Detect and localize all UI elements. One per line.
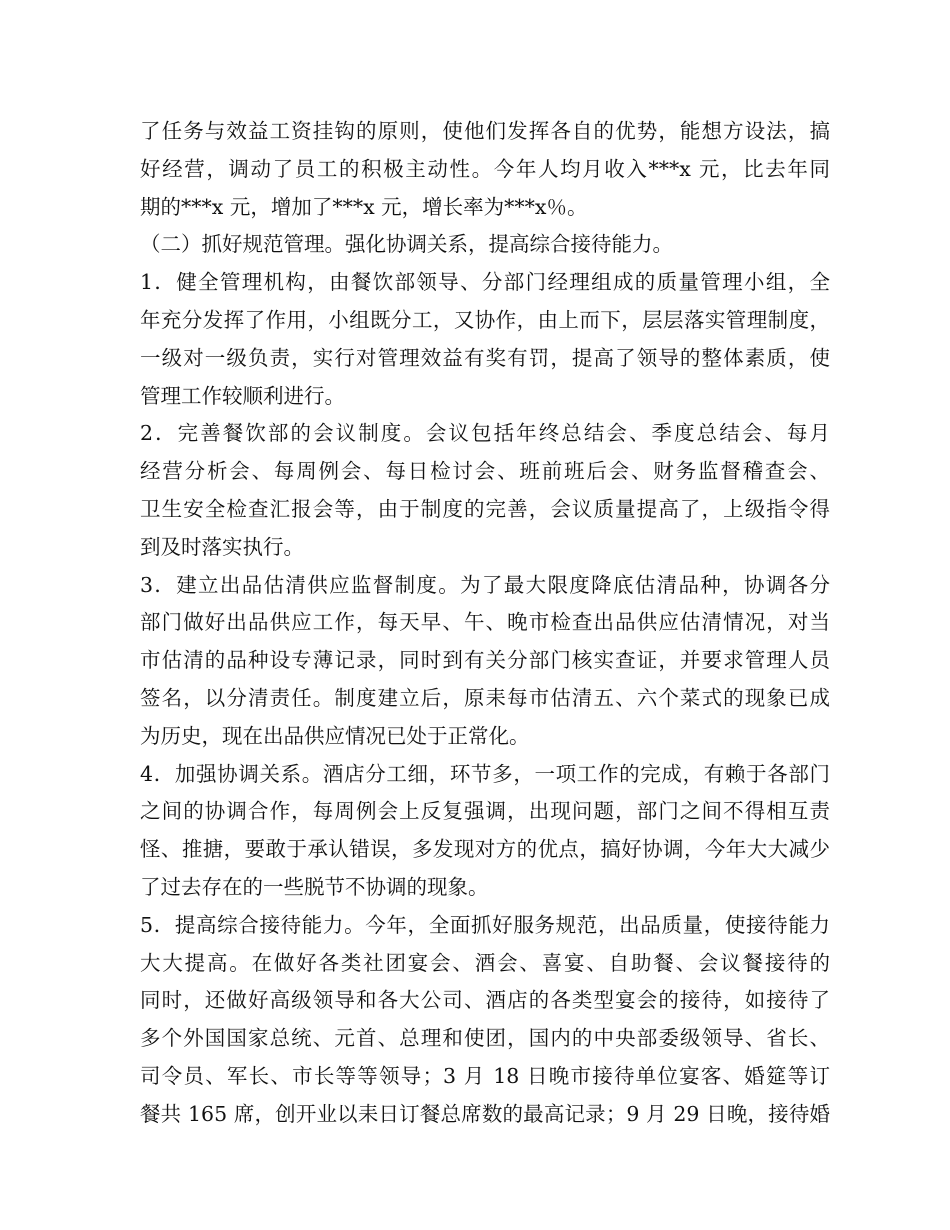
text-line: 之间的协调合作，每周例会上反复强调，出现问题，部门之间不得相互责: [140, 799, 830, 824]
text-line: 部门做好出品供应工作，每天早、午、晚市检查出品供应估清情况，对当: [140, 610, 830, 635]
text-line: 3．建立出品估清供应监督制度。为了最大限度降底估清品种，协调各分: [140, 572, 830, 597]
text-line: 卫生安全检查汇报会等，由于制度的完善，会议质量提高了，上级指令得: [140, 496, 830, 521]
text-line: 同时，还做好高级领导和各大公司、酒店的各类型宴会的接待，如接待了: [140, 988, 830, 1013]
text-line: 好经营，调动了员工的积极主动性。今年人均月收入***x 元，比去年同: [140, 156, 830, 181]
text-line: 2．完善餐饮部的会议制度。会议包括年终总结会、季度总结会、每月: [140, 421, 830, 446]
text-line: 为历史，现在出品供应情况已处于正常化。: [140, 723, 530, 748]
text-line: 一级对一级负责，实行对管理效益有奖有罚，提高了领导的整体素质，使: [140, 345, 830, 370]
text-line: 大大提高。在做好各类社团宴会、酒会、喜宴、自助餐、会议餐接待的: [140, 950, 830, 975]
text-line: （二）抓好规范管理。强化协调关系，提高综合接待能力。: [140, 232, 673, 257]
text-line: 了过去存在的一些脱节不协调的现象。: [140, 874, 489, 899]
text-line: 经营分析会、每周例会、每日检讨会、班前班后会、财务监督稽查会、: [140, 459, 830, 484]
text-line: 4．加强协调关系。酒店分工细，环节多，一项工作的完成，有赖于各部门: [140, 761, 830, 786]
text-line: 司令员、军长、市长等等领导；3 月 18 日晚市接待单位宴客、婚筵等订: [140, 1063, 830, 1088]
text-line: 签名，以分清责任。制度建立后，原耒每市估清五、六个菜式的现象已成: [140, 685, 830, 710]
text-line: 市估清的品种设专薄记录，同时到有关分部门核实查证，并要求管理人员: [140, 648, 830, 673]
text-line: 期的***x 元，增加了***x 元，增长率为***x％。: [140, 194, 588, 219]
text-line: 管理工作较顺利进行。: [140, 383, 345, 408]
text-line: 餐共 165 席，创开业以耒日订餐总席数的最高记录；9 月 29 日晚，接待婚: [140, 1101, 830, 1126]
text-line: 到及时落实执行。: [140, 534, 304, 559]
text-line: 1．健全管理机构，由餐饮部领导、分部门经理组成的质量管理小组，全: [140, 270, 830, 295]
document-body: [140, 113, 830, 1134]
text-line: 年充分发挥了作用，小组既分工，又协作，由上而下，层层落实管理制度，: [140, 307, 830, 332]
text-line: 怪、推搪，要敢于承认错误，多发现对方的优点，搞好协调，今年大大减少: [140, 837, 830, 862]
text-line: 多个外国国家总统、元首、总理和使团，国内的中央部委级领导、省长、: [140, 1026, 830, 1051]
text-line: 了任务与效益工资挂钩的原则，使他们发挥各自的优势，能想方设法，搞: [140, 119, 830, 143]
text-line: 5．提高综合接待能力。今年，全面抓好服务规范，出品质量，使接待能力: [140, 912, 830, 937]
